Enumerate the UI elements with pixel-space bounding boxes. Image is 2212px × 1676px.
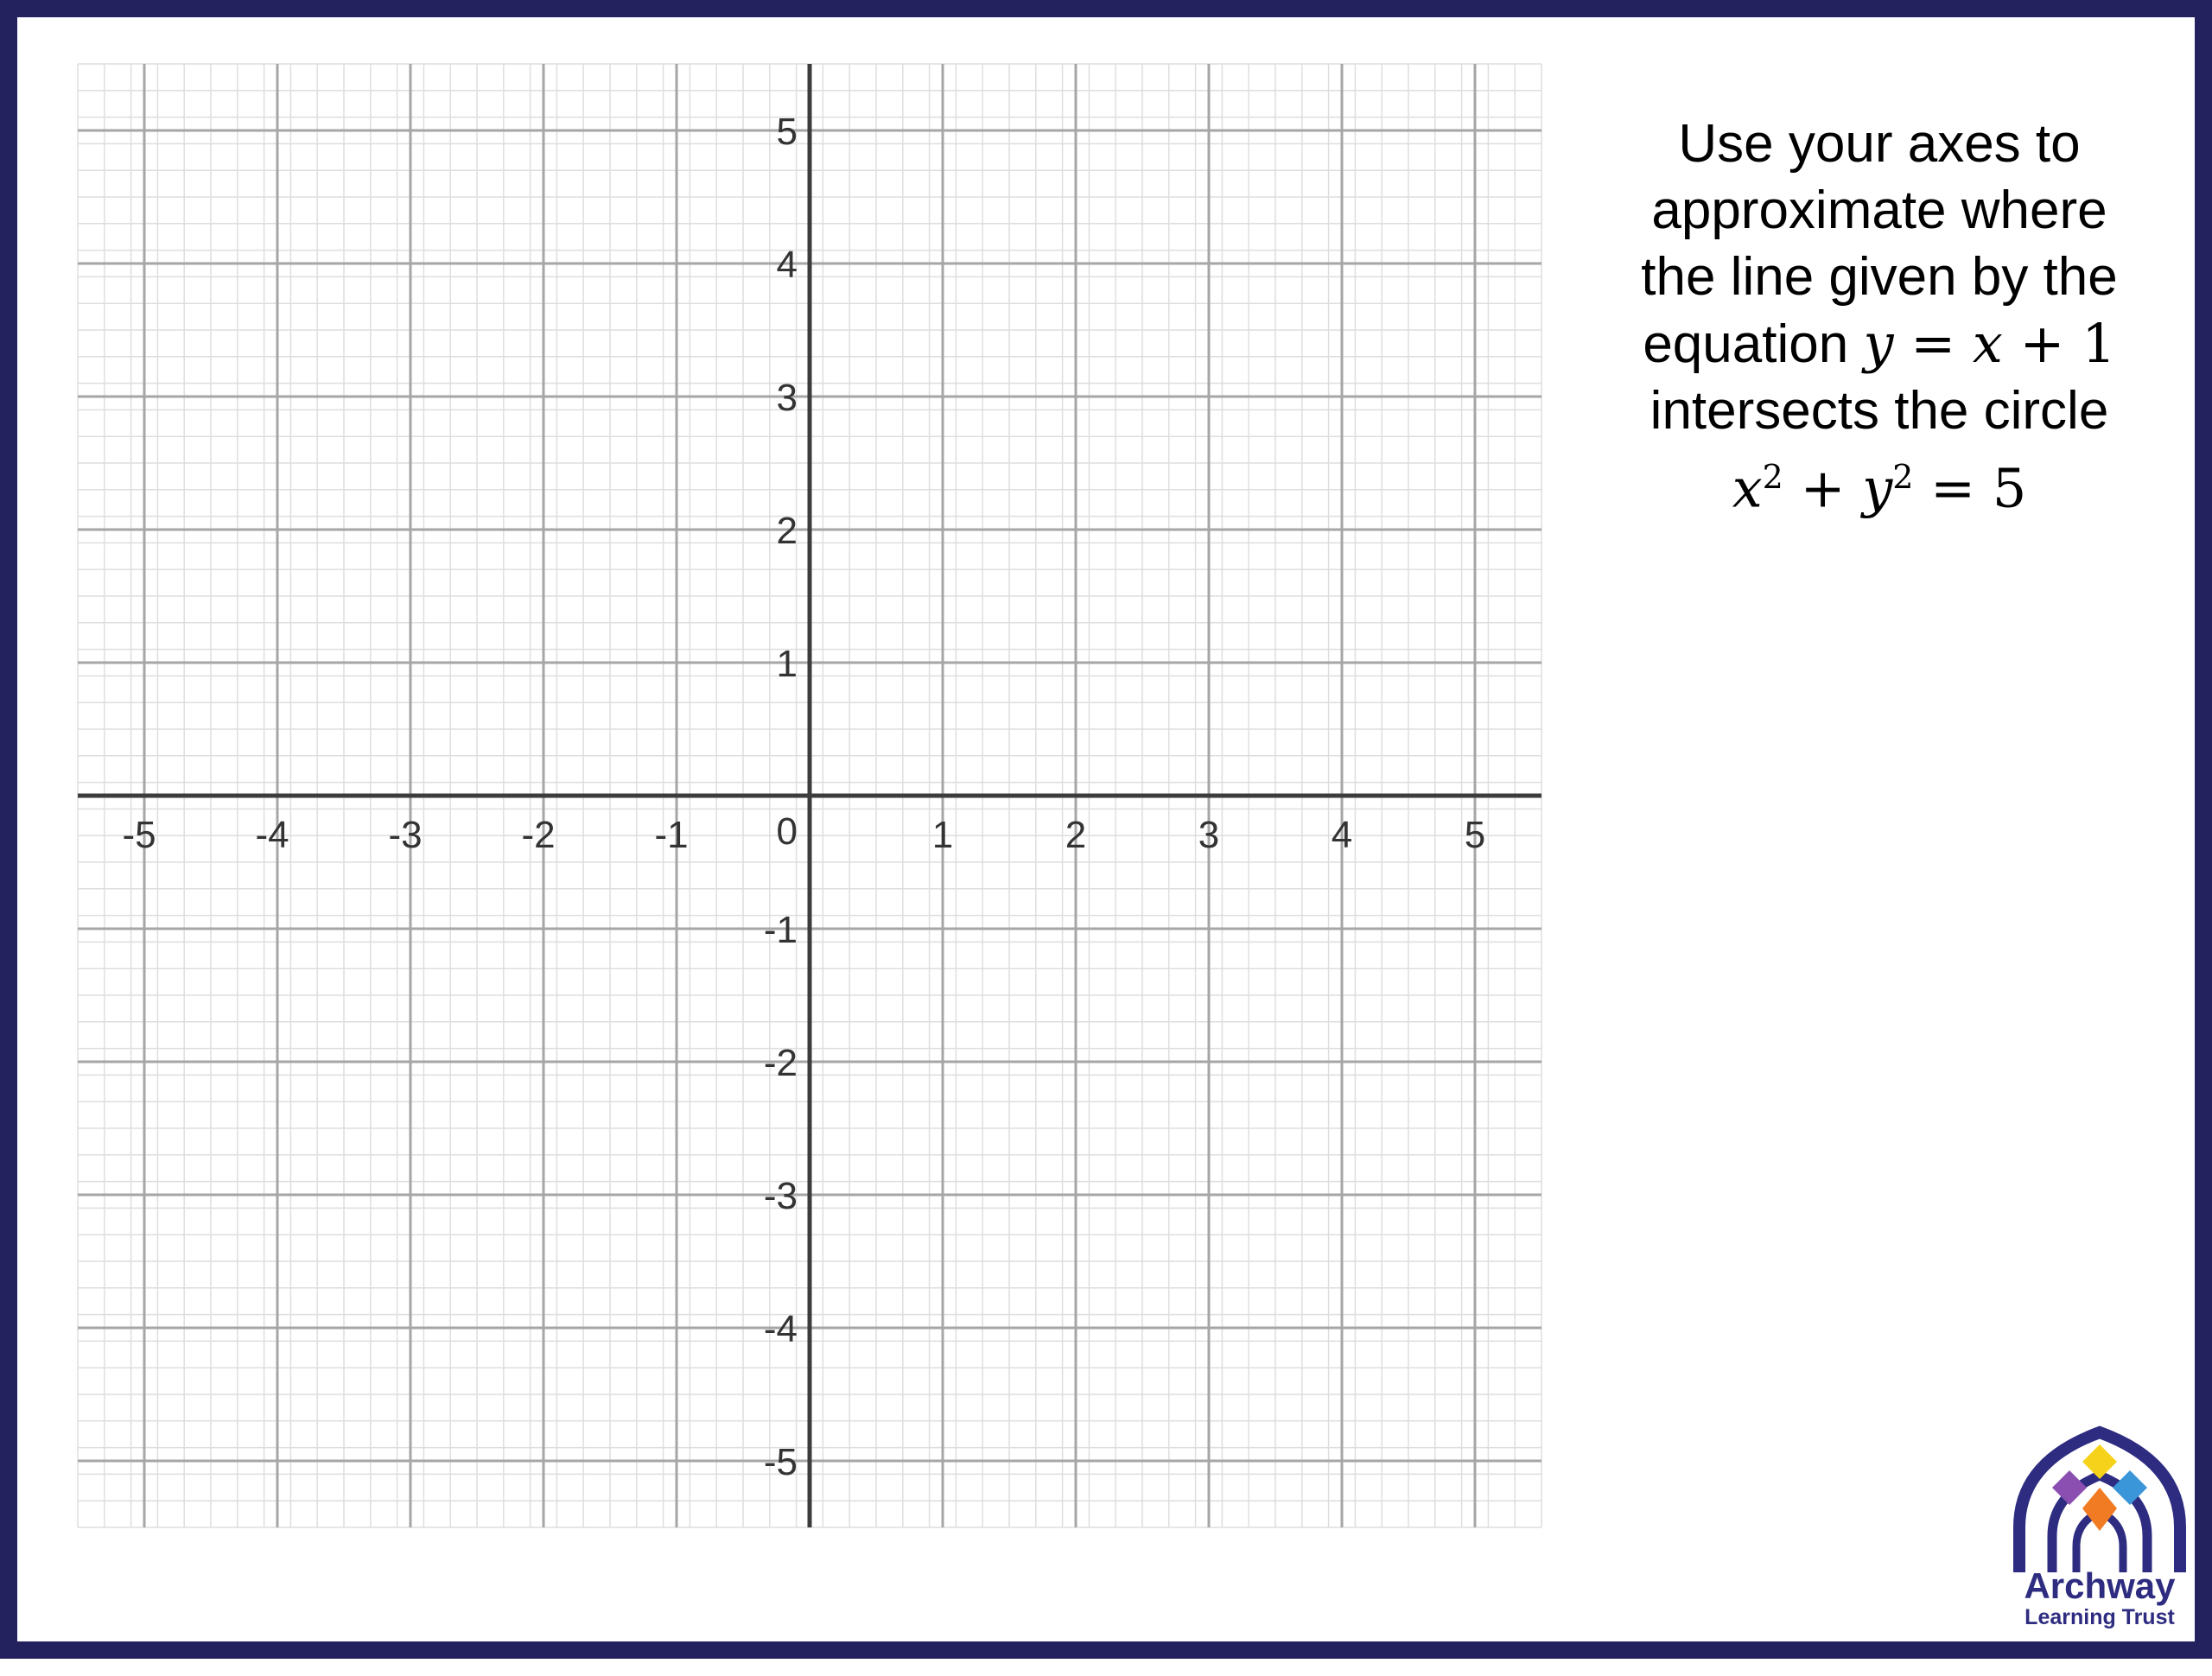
x-tick-label: -4 [255,814,289,856]
question-text [1590,111,2169,522]
circle-eq-y-exponent: 2 [1892,458,1914,496]
circle-eq-y: y [1862,456,1893,520]
x-tick-label: 5 [1464,814,1486,856]
question-line-2: approximate where [1651,181,2107,240]
line-eq-y: y [1863,312,1894,375]
y-tick-label: 4 [776,244,798,286]
question-line-1: Use your axes to [1678,114,2081,174]
line-eq-plus: + [2019,312,2065,375]
y-tick-label: -3 [763,1175,798,1217]
logo-diamond-blue [2113,1470,2147,1505]
axes [78,64,1541,1527]
question-line-3: the line given by the [1641,247,2118,307]
circle-eq-x-exponent: 2 [1762,458,1783,496]
y-tick-label: -2 [763,1042,798,1084]
x-tick-label: -3 [388,814,423,856]
logo-diamond-purple [2052,1470,2087,1505]
circle-eq-equals: = [1930,456,1976,520]
question-line-4 [1590,310,2169,378]
y-tick-label: -1 [763,909,798,951]
line-eq-equals: = [1910,312,1956,375]
x-tick-label: -5 [122,814,156,856]
y-tick-label: 1 [776,643,798,685]
logo-name: Archway [2024,1565,2176,1606]
y-tick-label: -4 [763,1308,798,1350]
question-equation-prefix: equation [1643,314,1849,374]
y-tick-label: -5 [763,1441,798,1483]
origin-label: 0 [776,810,798,853]
x-tick-label: -1 [654,814,689,856]
x-tick-label: 2 [1065,814,1087,856]
y-tick-label: 2 [776,510,798,552]
y-tick-label: 5 [776,111,798,153]
x-tick-label: 4 [1331,814,1353,856]
circle-eq-plus: + [1800,456,1846,520]
x-tick-label: 3 [1198,814,1220,856]
logo-subtitle: Learning Trust [2024,1605,2175,1629]
archway-logo [2000,1425,2199,1637]
y-tick-label: 3 [776,377,798,419]
circle-eq-x: x [1732,456,1763,520]
x-tick-label: -2 [521,814,556,856]
line-eq-x: x [1972,312,2003,375]
question-line-5: intersects the circle [1649,381,2109,441]
archway-logo-icon [2000,1425,2199,1572]
line-eq-one: 1 [2082,312,2116,375]
x-tick-label: 1 [931,814,954,856]
circle-eq-five: 5 [1992,456,2027,520]
circle-equation [1590,444,2169,522]
logo-diamond-yellow [2082,1444,2117,1479]
line-equation [1863,312,2115,375]
